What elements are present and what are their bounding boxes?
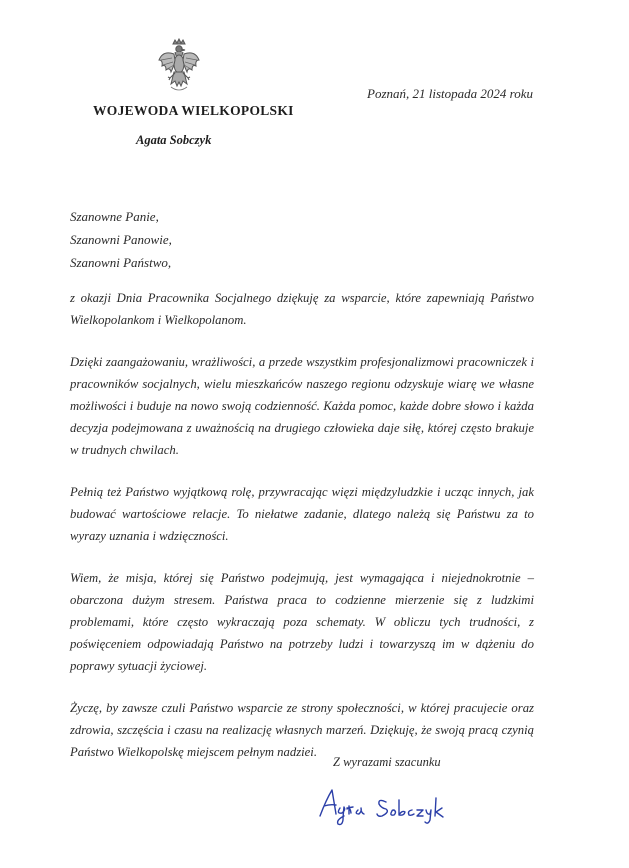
polish-eagle-emblem-icon <box>157 38 201 96</box>
body-paragraph: Życzę, by zawsze czuli Państwo wsparcie ze strony społeczności, w której pracujecie oraz zdrowia, szczęścia i czasu na realizację własnych marzeń. Dziękuję, że swoją pracą czynią Państwo Wielkopolskę miejscem pełnym nadziei. <box>70 701 534 759</box>
handwritten-signature <box>316 780 466 828</box>
body-paragraph: z okazji Dnia Pracownika Socjalnego dziękuję za wsparcie, które zapewniają Państwo Wielkopolankom i Wielkopolanom. <box>70 291 534 327</box>
closing-phrase: Z wyrazami szacunku <box>333 755 441 769</box>
body-paragraph: Pełnią też Państwo wyjątkową rolę, przywracając więzi międzyludzkie i ucząc innych, jak budować wartościowe relacje. To niełatwe zadanie, dlatego należą się Państwu za to wyrazy uznania i wdzięczności. <box>70 485 534 543</box>
salutation-line: Szanowne Panie, <box>70 209 159 224</box>
body-paragraph: Wiem, że misja, której się Państwo podejmują, jest wymagająca i niejednokrotnie – obarczona dużym stresem. Państwa praca to codzienne mierzenie się z ludzkimi problemami, które często wykraczają poza schematy. W obliczu tych trudności, z poświęceniem odpowiadają Państwo na potrzeby ludzi i towarzyszą im w dążeniu do poprawy sytuacji życiowej. <box>70 571 534 673</box>
salutation-line: Szanowni Państwo, <box>70 255 172 270</box>
letter-date: Poznań, 21 listopada 2024 roku <box>367 86 533 101</box>
office-title: WOJEWODA WIELKOPOLSKI <box>93 103 294 118</box>
body-paragraph: Dzięki zaangażowaniu, wrażliwości, a przede wszystkim profesjonalizmowi pracowniczek i pracowników socjalnych, wielu mieszkańców naszego regionu odzyskuje wiarę we własne możliwości i buduje na nowo swoją codzienność. Każda pomoc, każde dobre słowo i każda decyzja podejmowana z uważnością na drugiego człowieka daje siłę, której często brakuje w trudnych chwilach. <box>70 355 534 457</box>
official-name: Agata Sobczyk <box>136 133 212 147</box>
salutation-line: Szanowni Panowie, <box>70 232 172 247</box>
letter-body <box>70 287 534 783</box>
salutation <box>70 205 172 274</box>
